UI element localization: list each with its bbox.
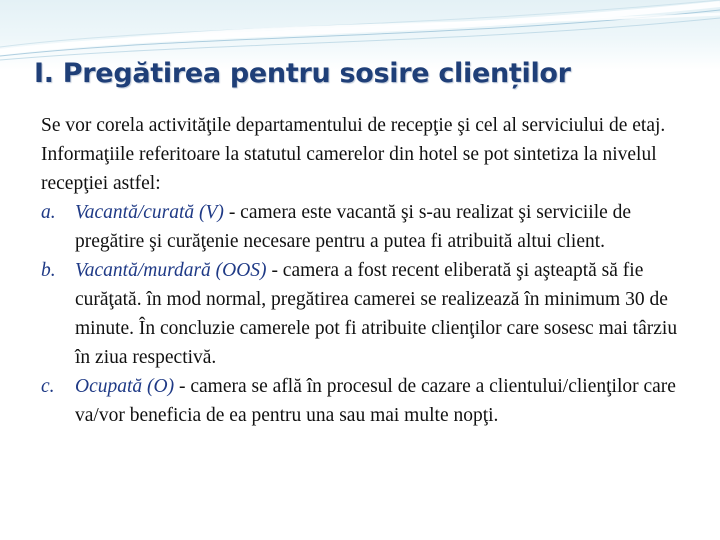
- slide-body: [41, 111, 691, 430]
- status-term: Vacantă/curată (V): [75, 202, 224, 223]
- list-item: [41, 256, 691, 372]
- list-item: [41, 198, 691, 256]
- intro-paragraph: Se vor corela activităţile departamentului de recepţie şi cel al serviciului de etaj. Informaţiile referitoare la statutul camerelor din hotel se pot sintetiza la nivelul recepţiei astfel:: [41, 115, 666, 194]
- status-description: - camera este vacantă şi s-au realizat şi serviciile de pregătire şi curăţenie necesare pentru a putea fi atribuită altui client.: [75, 202, 632, 252]
- list-marker: a.: [41, 202, 56, 223]
- room-status-list: [41, 198, 691, 430]
- slide-title: I. Pregătirea pentru sosire clienților: [34, 58, 571, 89]
- list-item: [41, 372, 691, 430]
- status-term: Ocupată (O): [75, 376, 175, 397]
- status-term: Vacantă/murdară (OOS): [75, 260, 267, 281]
- list-marker: c.: [41, 376, 55, 397]
- status-description: - camera se află în procesul de cazare a clientului/clienţilor care va/vor beneficia de ea pentru una sau mai multe nopţi.: [75, 376, 676, 426]
- list-marker: b.: [41, 260, 56, 281]
- status-description: - camera a fost recent eliberată şi aşteaptă să fie curăţată. în mod normal, pregătirea camerei se realizează în minimum 30 de minute. În concluzie camerele pot fi atribuite clienţilor care sosesc mai târziu în ziua respectivă.: [75, 260, 678, 368]
